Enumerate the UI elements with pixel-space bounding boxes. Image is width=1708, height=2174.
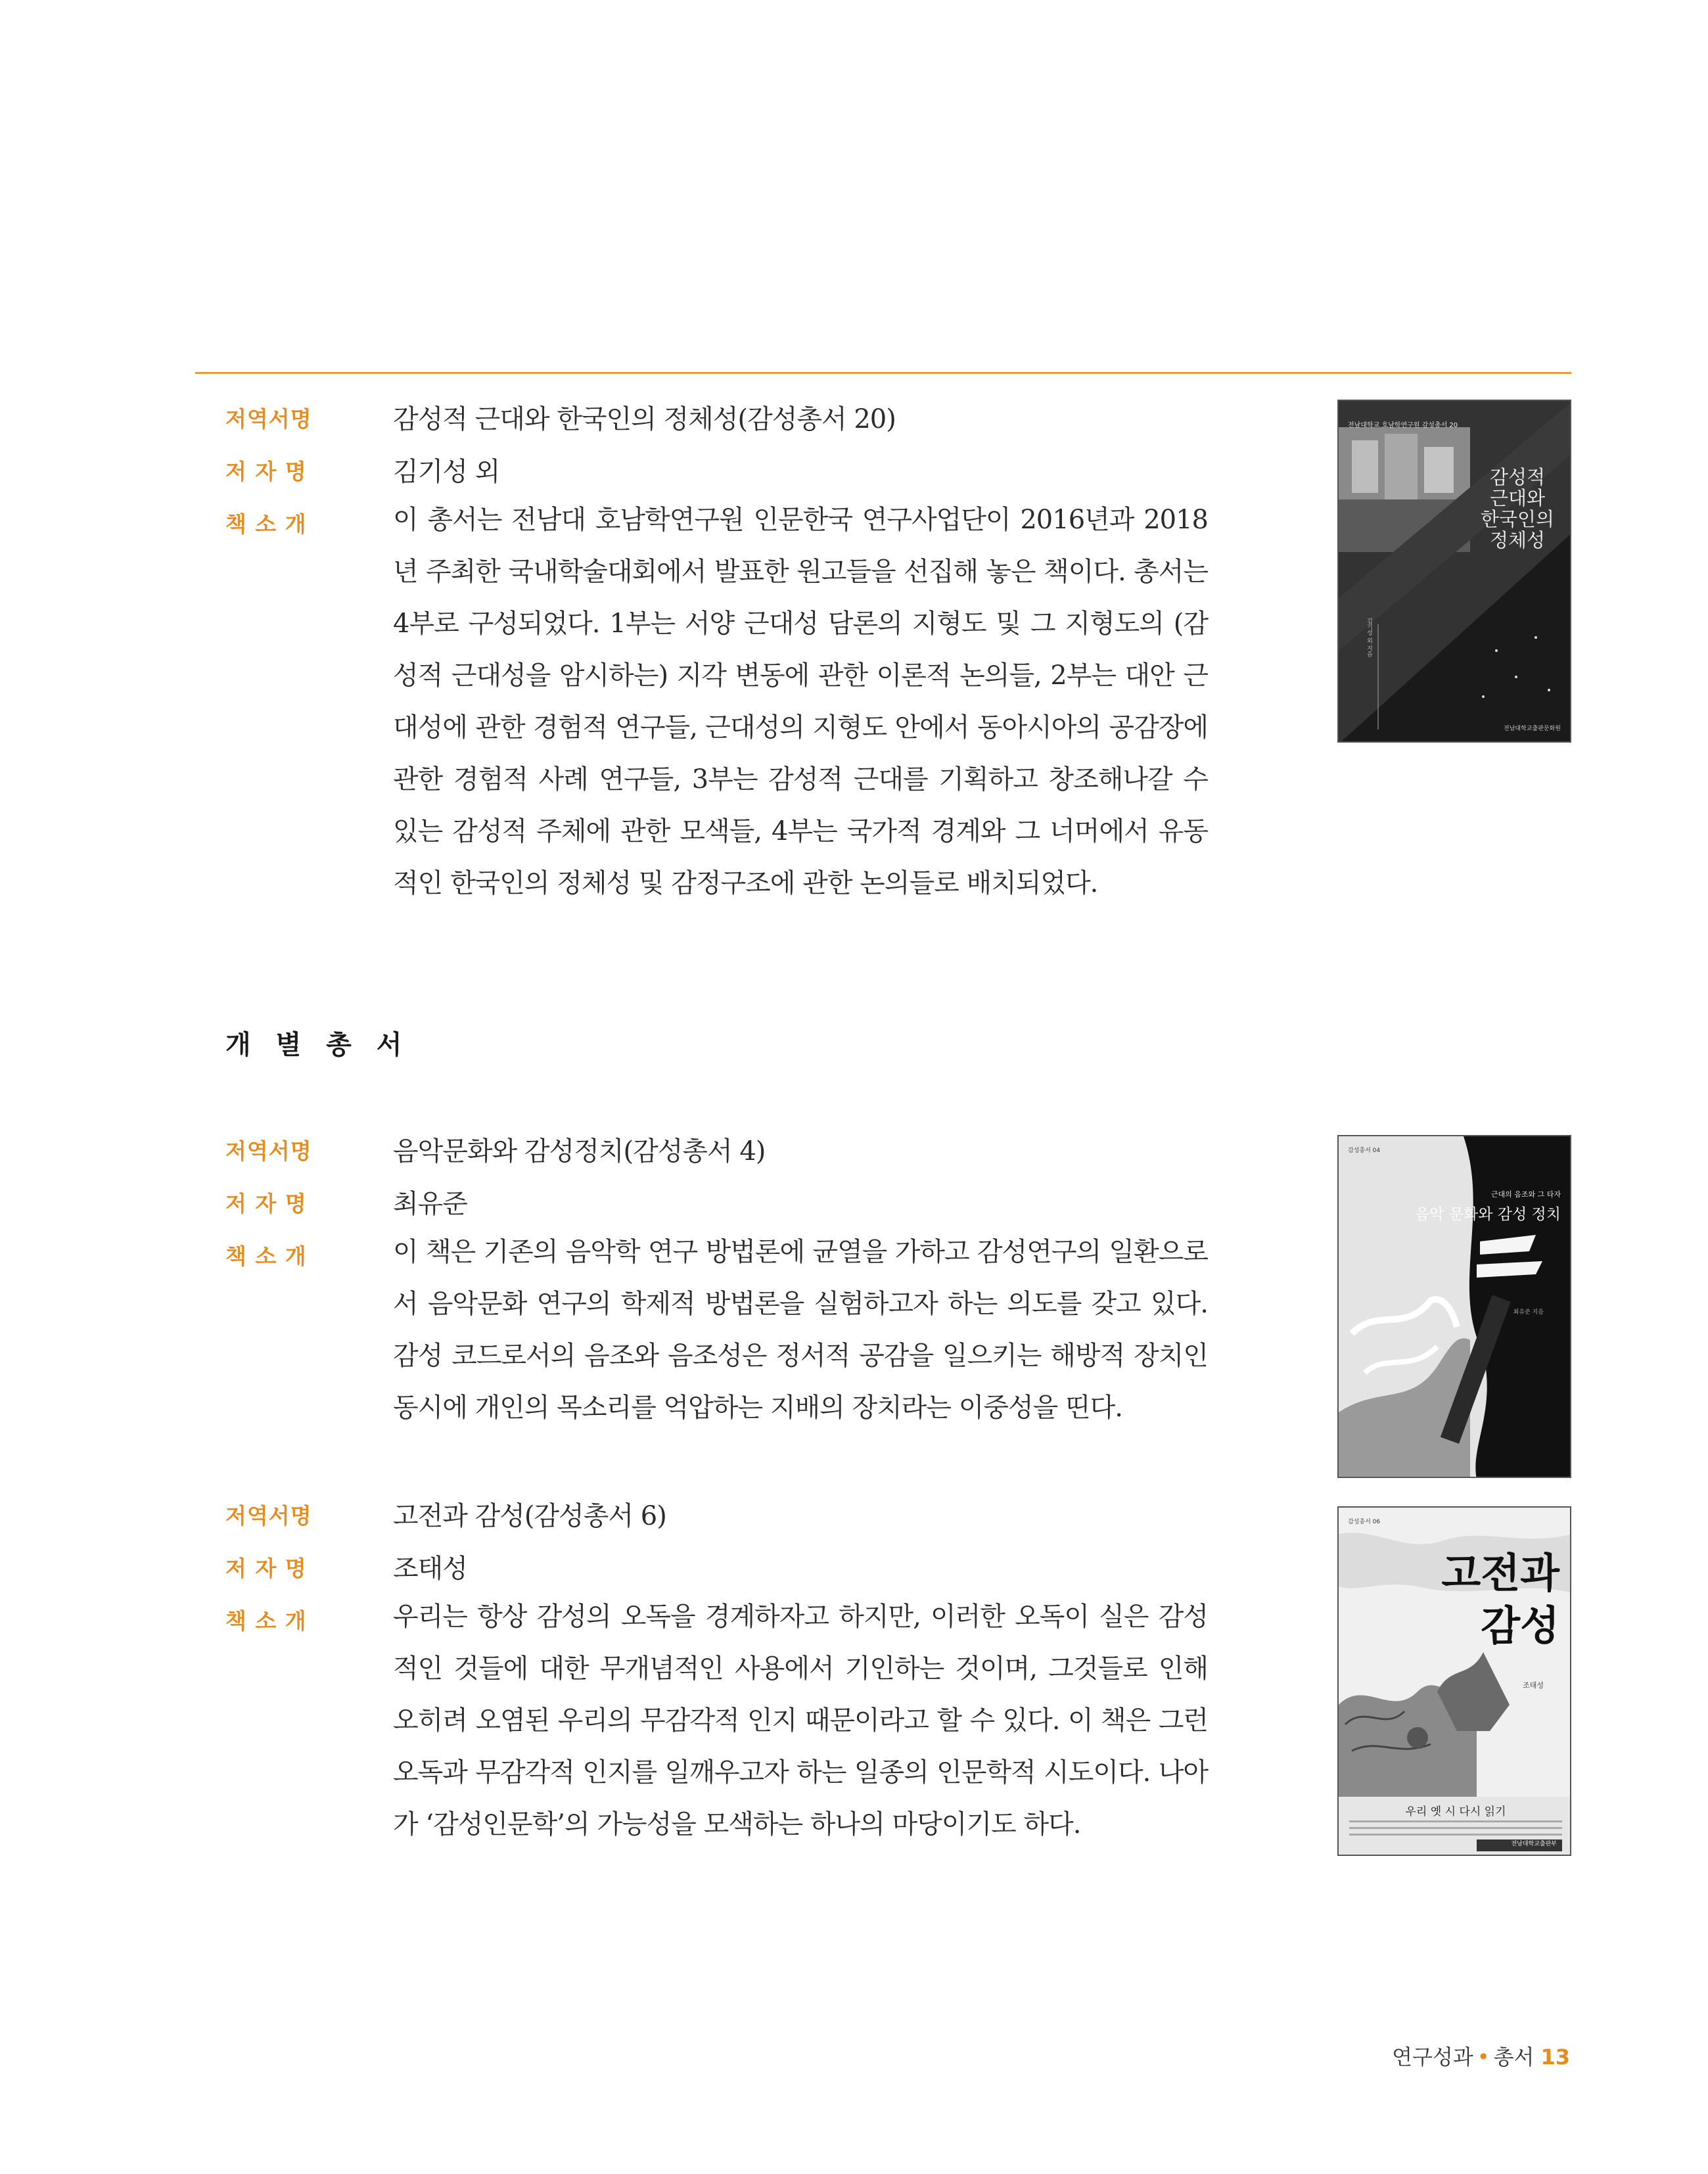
book-title: 음악문화와 감성정치(감성총서 4): [393, 1136, 766, 1167]
label-intro: 책 소 개: [225, 511, 307, 537]
label-author: 저 자 명: [225, 1556, 307, 1581]
book-description: 우리는 항상 감성의 오독을 경계하자고 하지만, 이러한 오독이 실은 감성적인 것들에 대한 무개념적인 사용에서 기인하는 것이며, 그것들로 인해 오히려 오염된 우리의 무감각적 인지 때문이라고 할 수 있다. 이 책은 그런 오독과 무감각적 인지를 일깨우고자 하는 일종의 인문학적 시도이다. 나아가 ‘감성인문학’의 가능성을 모색하는 하나의 마당이기도 하다.: [393, 1602, 1208, 1839]
book-description: 이 책은 기존의 음악학 연구 방법론에 균열을 가하고 감성연구의 일환으로서 음악문화 연구의 학제적 방법론을 실험하고자 하는 의도를 갖고 있다. 감성 코드로서의 음조와 음조성은 정서적 공감을 일으키는 해방적 장치인 동시에 개인의 목소리를 억압하는 지배의 장치라는 이중성을 띤다.: [393, 1237, 1208, 1423]
footer-sub: 총서: [1493, 2045, 1535, 2070]
cover-3-publisher: 전남대학교출판부: [1511, 1841, 1557, 1847]
cover-2-author: 최유준 지음: [1513, 1309, 1544, 1316]
cover-1-publisher: 전남대학교출판문화원: [1504, 726, 1561, 732]
cover-3-author: 조태성: [1523, 1681, 1544, 1690]
cover-2-subtitle: 근대의 음조와 그 타자: [1490, 1190, 1561, 1199]
label-title: 저역서명: [225, 1138, 312, 1164]
book-cover-1: [1337, 400, 1571, 743]
page-footer: [1392, 2041, 1570, 2071]
cover-3-subtitle: 우리 옛 시 다시 읽기: [1405, 1805, 1506, 1818]
book-cover-3: [1337, 1506, 1571, 1856]
top-divider: [195, 372, 1571, 374]
cover-3-series: 감성총서 06: [1348, 1519, 1381, 1525]
label-author: 저 자 명: [225, 1191, 307, 1216]
book-author: 김기성 외: [393, 457, 500, 487]
cover-2-series: 감성총서 04: [1348, 1147, 1381, 1154]
book-title: 고전과 감성(감성총서 6): [393, 1501, 666, 1531]
cover-1-series: 전남대학교 호남학연구원 감성총서 20: [1348, 422, 1458, 429]
section-title: 개 별 총 서: [225, 1030, 410, 1060]
label-intro: 책 소 개: [225, 1608, 307, 1634]
label-title: 저역서명: [225, 1503, 312, 1529]
cover-2-title: 음악 문화와 감성 정치: [1415, 1206, 1561, 1223]
footer-section: 연구성과: [1392, 2045, 1473, 2070]
book-cover-2: [1337, 1135, 1571, 1478]
book-author: 조태성: [393, 1554, 467, 1584]
label-author: 저 자 명: [225, 459, 307, 484]
book-title: 감성적 근대와 한국인의 정체성(감성총서 20): [393, 404, 896, 434]
cover-1-title: 감성적 근대와 한국인의 정체성: [1480, 466, 1555, 551]
book-description: 이 총서는 전남대 호남학연구원 인문한국 연구사업단이 2016년과 2018년 주최한 국내학술대회에서 발표한 원고들을 선집해 놓은 책이다. 총서는 4부로 구성되었다. 1부는 서양 근대성 담론의 지형도 및 그 지형도의 (감성적 근대성을 암시하는) 지각 변동에 관한 이론적 논의들, 2부는 대안 근대성에 관한 경험적 연구들, 근대성의 지형도 안에서 동아시아의 공감장에 관한 경험적 사례 연구들, 3부는 감성적 근대를 기획하고 창조해나갈 수 있는 감성적 주체에 관한 모색들, 4부는 국가적 경계와 그 너머에서 유동적인 한국인의 정체성 및 감정구조에 관한 논의들로 배치되었다.: [393, 505, 1208, 898]
cover-1-art: [1339, 401, 1571, 743]
cover-3-title: 고전과 감성: [1441, 1549, 1559, 1650]
label-intro: 책 소 개: [225, 1243, 307, 1269]
book-author: 최유준: [393, 1189, 467, 1219]
footer-separator-dot: •: [1477, 2045, 1490, 2070]
label-title: 저역서명: [225, 406, 312, 432]
page-number: 13: [1540, 2045, 1570, 2070]
cover-1-author: 김기성 외 지음: [1366, 618, 1372, 657]
